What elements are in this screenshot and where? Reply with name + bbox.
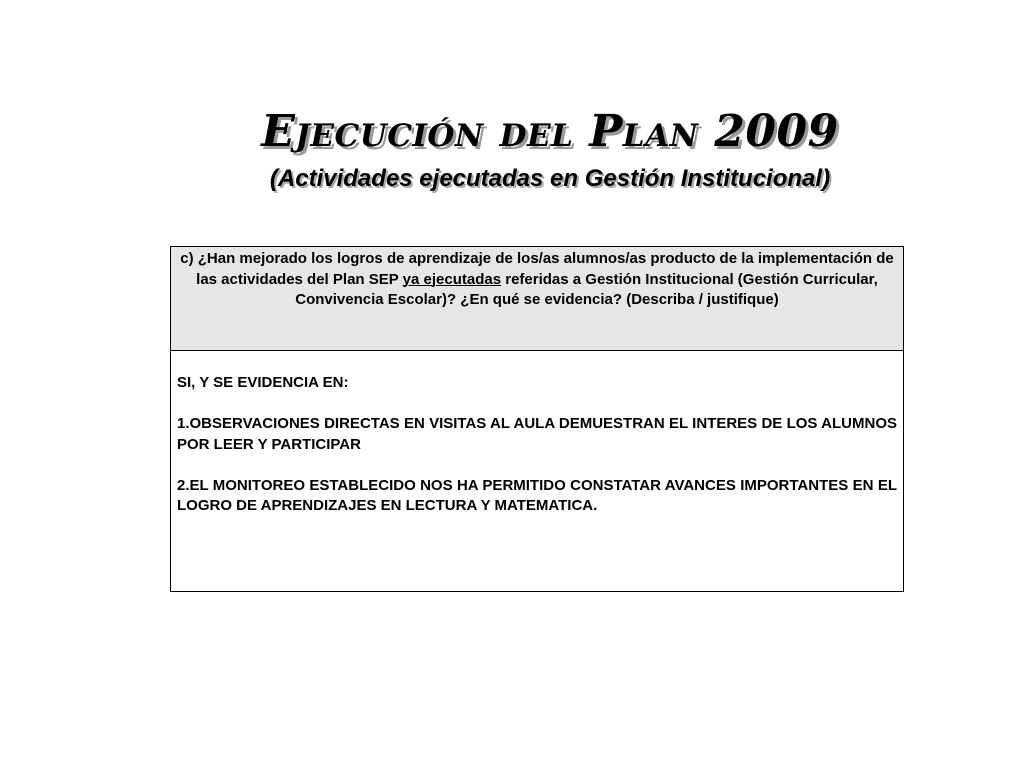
question-answer-table xyxy=(170,246,904,592)
question-text-end: referidas a Gestión Institucional (Gestión Curricular, Convivencia Escolar)? ¿En qué se evidencia? (Describa / justifique) xyxy=(295,270,878,308)
question-text-start: c) ¿Han mejorado los logros de aprendizaje de los/as alumnos/as producto de la implementación de las actividades del Plan SEP xyxy=(180,250,894,288)
slide-title: Ejecución del Plan 2009 xyxy=(261,106,839,157)
question-text-underlined: ya ejecutadas xyxy=(402,270,502,288)
slide-subtitle: (Actividades ejecutadas en Gestión Institucional) xyxy=(269,165,831,192)
answer-item-2: 2.EL MONITOREO ESTABLECIDO NOS HA PERMITIDO CONSTATAR AVANCES IMPORTANTES EN EL LOGRO DE APRENDIZAJES EN LECTURA Y MATEMATICA. xyxy=(177,476,897,514)
answer-cell xyxy=(171,351,903,517)
question-cell xyxy=(171,247,903,351)
answer-intro: SI, Y SE EVIDENCIA EN: xyxy=(177,374,349,391)
answer-item-1: 1.OBSERVACIONES DIRECTAS EN VISITAS AL AULA DEMUESTRAN EL INTERES DE LOS ALUMNOS POR LEER Y PARTICIPAR xyxy=(177,415,897,453)
